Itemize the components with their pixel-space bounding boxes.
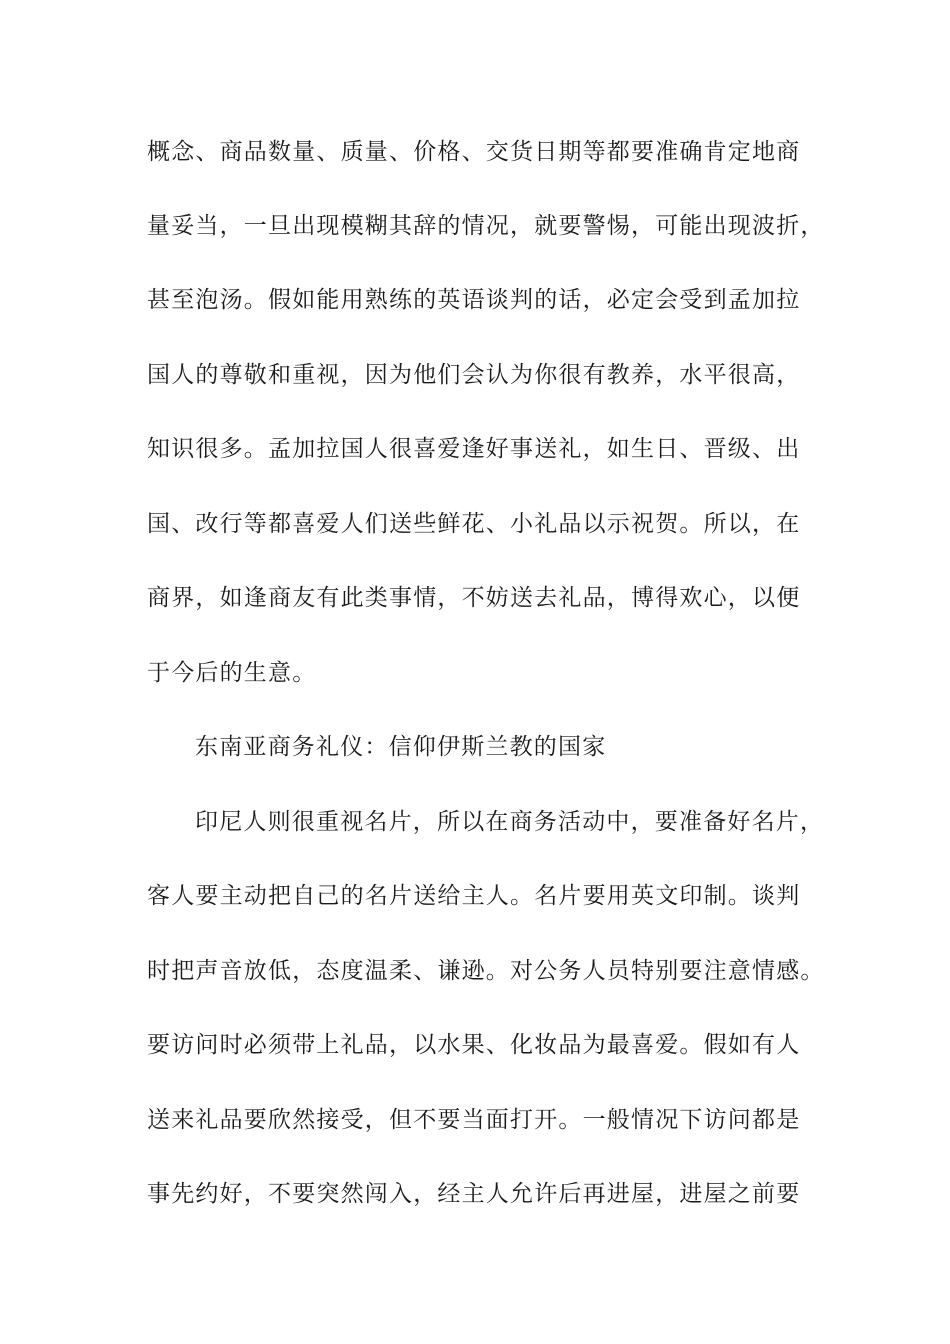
- body-text-line: 印尼人则很重视名片，所以在商务活动中，要准备好名片，: [195, 809, 825, 835]
- body-text-line: 知识很多。孟加拉国人很喜爱逢好事送礼，如生日、晋级、出: [147, 436, 801, 462]
- body-text-line: 要访问时必须带上礼品，以水果、化妆品为最喜爱。假如有人: [147, 1032, 801, 1058]
- body-text-line: 送来礼品要欣然接受，但不要当面打开。一般情况下访问都是: [147, 1107, 801, 1133]
- section-heading: 东南亚商务礼仪：信仰伊斯兰教的国家: [195, 734, 607, 760]
- body-text-line: 客人要主动把自己的名片送给主人。名片要用英文印制。谈判: [147, 883, 801, 909]
- body-text-line: 概念、商品数量、质量、价格、交货日期等都要准确肯定地商: [147, 139, 801, 165]
- body-text-line: 商界，如逢商友有此类事情，不妨送去礼品，博得欢心，以便: [147, 585, 801, 611]
- body-text-line: 于今后的生意。: [147, 660, 317, 686]
- body-text-line: 量妥当，一旦出现模糊其辞的情况，就要警惕，可能出现波折，: [147, 213, 825, 239]
- body-text-line: 事先约好，不要突然闯入，经主人允许后再进屋，进屋之前要: [147, 1181, 801, 1207]
- body-text-line: 国人的尊敬和重视，因为他们会认为你很有教养，水平很高，: [147, 362, 801, 388]
- body-text-line: 国、改行等都喜爱人们送些鲜花、小礼品以示祝贺。所以，在: [147, 511, 801, 537]
- body-text-line: 甚至泡汤。假如能用熟练的英语谈判的话，必定会受到孟加拉: [147, 287, 801, 313]
- body-text-line: 时把声音放低，态度温柔、谦逊。对公务人员特别要注意情感。: [147, 958, 825, 984]
